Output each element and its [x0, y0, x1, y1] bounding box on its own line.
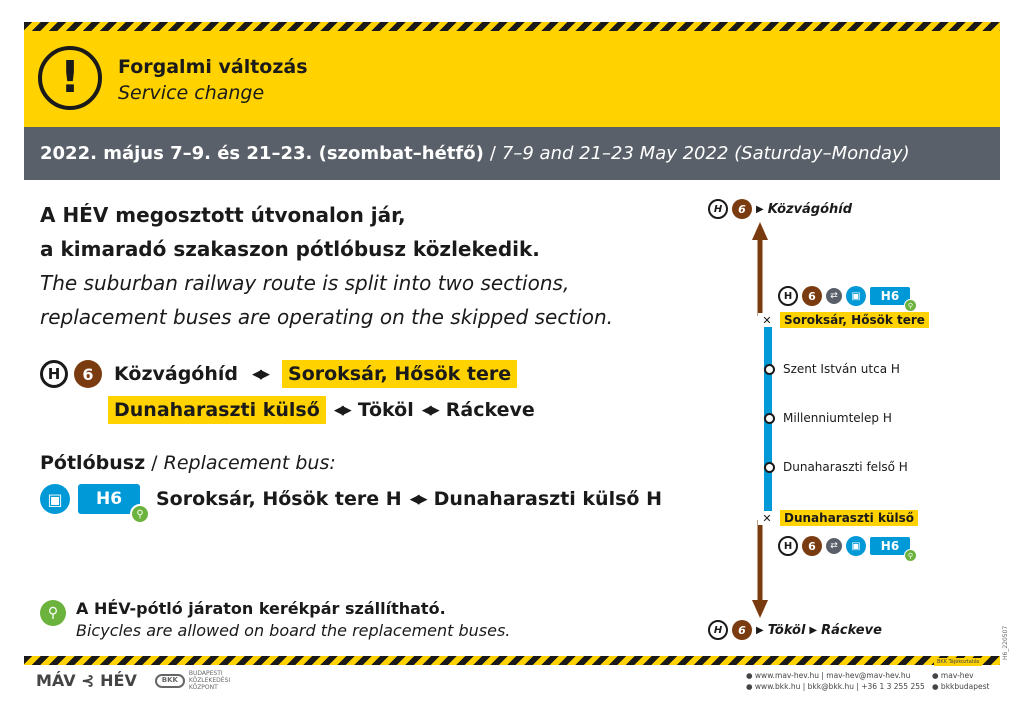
- map-icons-top: [778, 286, 914, 310]
- hev-icon: H: [708, 620, 728, 640]
- bus-icon: ▣: [846, 536, 866, 556]
- bike-note-en: Bicycles are allowed on board the replacement buses.: [76, 621, 511, 640]
- footer-logos: [36, 670, 230, 691]
- replacement-title-en: Replacement bus:: [163, 452, 336, 474]
- hev-icon: H: [778, 286, 798, 306]
- interchange-icon: ✕: [758, 313, 776, 327]
- bike-note-hu: A HÉV-pótló járaton kerékpár szállítható.: [76, 599, 446, 618]
- footer-social: [932, 670, 989, 692]
- station-dot: [764, 364, 775, 375]
- station-dot: [764, 413, 775, 424]
- map-station-dunaharaszti-felso: Dunaharaszti felső H: [783, 460, 908, 474]
- banner-title-hu: Forgalmi változás: [118, 56, 308, 78]
- contact-bkk[interactable]: ● www.bkk.hu | bkk@bkk.hu | +36 1 3 255 255: [746, 682, 925, 691]
- headline-hu-line1: A HÉV megosztott útvonalon jár,: [40, 203, 406, 227]
- route-stop-soroksar: Soroksár, Hősök tere: [282, 360, 517, 388]
- bkk-logo: BKK BUDAPESTI KÖZLEKEDÉSI KÖZPONT: [155, 670, 230, 691]
- bkk-info-tag: BKK Tájékoztatás: [934, 658, 982, 666]
- date-separator: /: [489, 143, 496, 164]
- triangle-right-icon: ▶: [809, 624, 818, 636]
- replacement-separator: /: [151, 452, 158, 474]
- map-icons-bottom: [778, 536, 914, 560]
- notice-banner: [24, 31, 1000, 127]
- document-code: H6_220507: [1002, 625, 1009, 660]
- h6-badge: [870, 537, 914, 560]
- replacement-from: Soroksár, Hősök tere H: [156, 488, 402, 510]
- map-station-szent-istvan: Szent István utca H: [783, 362, 900, 376]
- route-stop-dunaharaszti: Dunaharaszti külső: [108, 396, 326, 424]
- footer-contacts: [746, 670, 925, 692]
- h6-label: H6: [95, 489, 123, 509]
- bidirectional-arrow-icon: ◀▶: [421, 402, 438, 418]
- bus-icon: ▣: [40, 484, 70, 514]
- headline-hu-line2: a kimaradó szakaszon pótlóbusz közlekedik.: [40, 237, 540, 261]
- headline-en-line1: The suburban railway route is split into two sections,: [40, 271, 570, 295]
- exclamation-icon: !: [38, 46, 102, 110]
- social-mav-hev[interactable]: ● mav-hev: [932, 671, 974, 680]
- line-6-badge: 6: [74, 360, 102, 388]
- line-6-badge: 6: [802, 286, 822, 306]
- hazard-stripe-bottom: [24, 656, 1000, 665]
- bicycle-icon: ⚲: [904, 299, 917, 312]
- replacement-title: [40, 452, 336, 474]
- bus-icon: ▣: [846, 286, 866, 306]
- h6-label: H6: [880, 289, 900, 303]
- route-stop-tokol: Tököl: [357, 399, 414, 421]
- map-top-terminus-label: Közvágóhíd: [767, 201, 853, 217]
- replacement-bus-row: [40, 484, 662, 520]
- bicycle-icon: ⚲: [130, 504, 150, 524]
- h6-label: H6: [880, 539, 900, 553]
- map-bottom-terminus-rackeve: Ráckeve: [821, 622, 882, 638]
- route-stop-kozvagohid: Közvágóhíd: [114, 363, 239, 385]
- line-6-badge: 6: [732, 620, 752, 640]
- arrow-down-icon: [752, 600, 768, 618]
- hev-icon: H: [778, 536, 798, 556]
- hazard-stripe-top: [24, 22, 1000, 31]
- mav-hev-logo: MÁV ⊰ HÉV: [36, 671, 137, 690]
- date-hu: 2022. május 7–9. és 21–23. (szombat–hétfő): [40, 143, 484, 164]
- map-bottom-terminus: [708, 620, 882, 640]
- route-map: [730, 220, 790, 620]
- bicycle-icon: ⚲: [40, 600, 66, 626]
- route-stop-rackeve: Ráckeve: [445, 399, 535, 421]
- map-station-dunaharaszti-kulso: Dunaharaszti külső: [780, 510, 918, 526]
- social-bkk[interactable]: ● bkkbudapest: [932, 682, 990, 691]
- triangle-right-icon: ▶: [756, 203, 764, 215]
- hev-icon: H: [708, 199, 728, 219]
- bicycle-icon: ⚲: [904, 549, 917, 562]
- bidirectional-arrow-icon: ◀▶: [333, 402, 350, 418]
- map-station-millenniumtelep: Millenniumtelep H: [783, 411, 892, 425]
- h6-badge: [870, 287, 914, 310]
- transfer-icon: ⇄: [826, 288, 842, 304]
- route-row-1: [40, 360, 517, 388]
- station-dot: [764, 462, 775, 473]
- headline: [40, 198, 720, 334]
- h6-badge: [78, 484, 144, 520]
- bike-note: [40, 598, 510, 642]
- date-bar: [24, 127, 1000, 180]
- bidirectional-arrow-icon: ◀▶: [409, 491, 426, 507]
- transfer-icon: ⇄: [826, 538, 842, 554]
- contact-mav-hev[interactable]: ● www.mav-hev.hu | mav-hev@mav-hev.hu: [746, 671, 911, 680]
- interchange-icon: ✕: [758, 511, 776, 525]
- replacement-title-hu: Pótlóbusz: [40, 452, 146, 474]
- triangle-right-icon: ▶: [756, 624, 764, 636]
- map-bottom-terminus-tokol: Tököl: [767, 622, 806, 638]
- line-6-badge: 6: [802, 536, 822, 556]
- line-6-badge: 6: [732, 199, 752, 219]
- hev-icon: H: [40, 360, 68, 388]
- headline-en-line2: replacement buses are operating on the skipped section.: [40, 305, 613, 329]
- bidirectional-arrow-icon: ◀▶: [252, 366, 269, 382]
- route-row-2: [108, 396, 535, 424]
- arrow-up-icon: [752, 222, 768, 240]
- replacement-to: Dunaharaszti külső H: [433, 488, 662, 510]
- date-en: 7–9 and 21–23 May 2022 (Saturday–Monday): [501, 143, 910, 164]
- map-station-soroksar: Soroksár, Hősök tere: [780, 312, 929, 328]
- banner-title-en: Service change: [118, 82, 265, 104]
- map-top-terminus: [708, 199, 852, 219]
